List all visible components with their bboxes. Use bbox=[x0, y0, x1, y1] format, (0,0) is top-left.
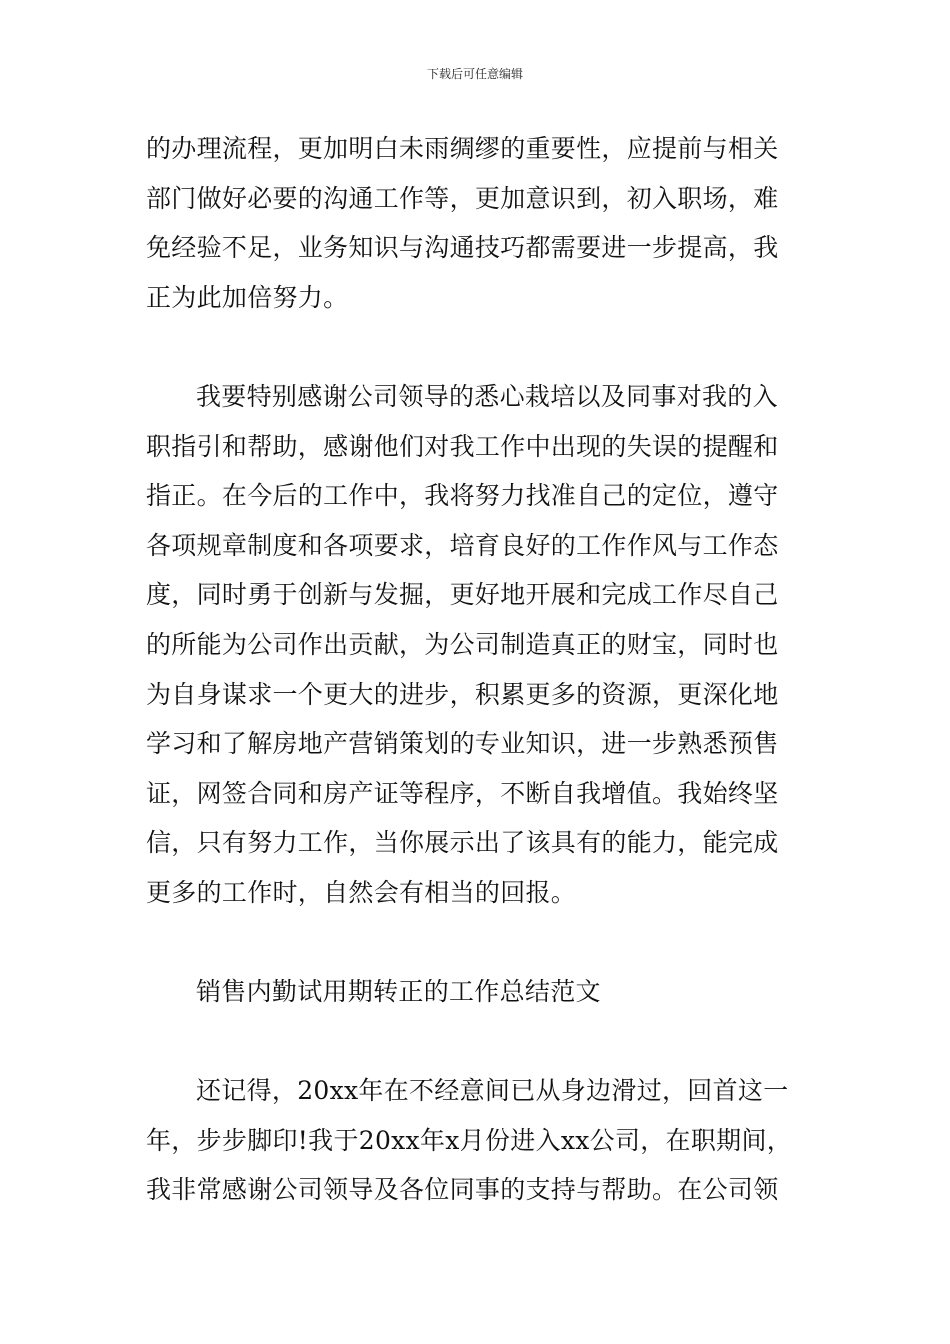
text-line: 的办理流程，更加明白未雨绸缪的重要性，应提前与相关 bbox=[146, 134, 779, 163]
paragraph-2 bbox=[146, 372, 818, 918]
text-line: 更多的工作时，自然会有相当的回报。 bbox=[146, 877, 577, 907]
text-line: 职指引和帮助，感谢他们对我工作中出现的失误的提醒和 bbox=[146, 431, 779, 461]
text-line: 为自身谋求一个更大的进步，积累更多的资源，更深化地 bbox=[146, 679, 779, 709]
page-header-note: 下载后可任意编辑 bbox=[426, 67, 523, 81]
document-body bbox=[146, 124, 818, 1215]
paragraph-3 bbox=[146, 1066, 818, 1215]
paragraph-gap bbox=[146, 918, 818, 968]
paragraph-gap bbox=[146, 1017, 818, 1067]
text-line: 我非常感谢公司领导及各位同事的支持与帮助。在公司领 bbox=[146, 1175, 779, 1205]
paragraph-1 bbox=[146, 124, 818, 322]
text-line: 度，同时勇于创新与发掘，更好地开展和完成工作尽自己 bbox=[146, 580, 779, 610]
text-line: 各项规章制度和各项要求，培育良好的工作作风与工作态 bbox=[146, 530, 779, 560]
heading-text: 销售内勤试用期转正的工作总结范文 bbox=[196, 977, 601, 1007]
text-line: 学习和了解房地产营销策划的专业知识，进一步熟悉预售 bbox=[146, 729, 779, 759]
text-line: 还记得，20xx年在不经意间已从身边滑过，回首这一 bbox=[196, 1076, 789, 1106]
text-line: 的所能为公司作出贡献，为公司制造真正的财宝，同时也 bbox=[146, 629, 779, 659]
paragraph-gap bbox=[146, 322, 818, 372]
text-line: 正为此加倍努力。 bbox=[146, 282, 349, 312]
text-line: 免经验不足，业务知识与沟通技巧都需要进一步提高，我 bbox=[146, 233, 779, 263]
text-line: 证，网签合同和房产证等程序，不断自我增值。我始终坚 bbox=[146, 778, 779, 808]
text-line: 我要特别感谢公司领导的悉心栽培以及同事对我的入 bbox=[196, 381, 778, 411]
text-line: 指正。在今后的工作中，我将努力找准自己的定位，遵守 bbox=[146, 481, 779, 511]
section-heading bbox=[146, 967, 818, 1017]
text-line: 年，步步脚印!我于20xx年x月份进入xx公司，在职期间， bbox=[146, 1125, 793, 1155]
text-line: 部门做好必要的沟通工作等，更加意识到，初入职场，难 bbox=[146, 183, 779, 213]
text-line: 信，只有努力工作，当你展示出了该具有的能力，能完成 bbox=[146, 828, 779, 858]
